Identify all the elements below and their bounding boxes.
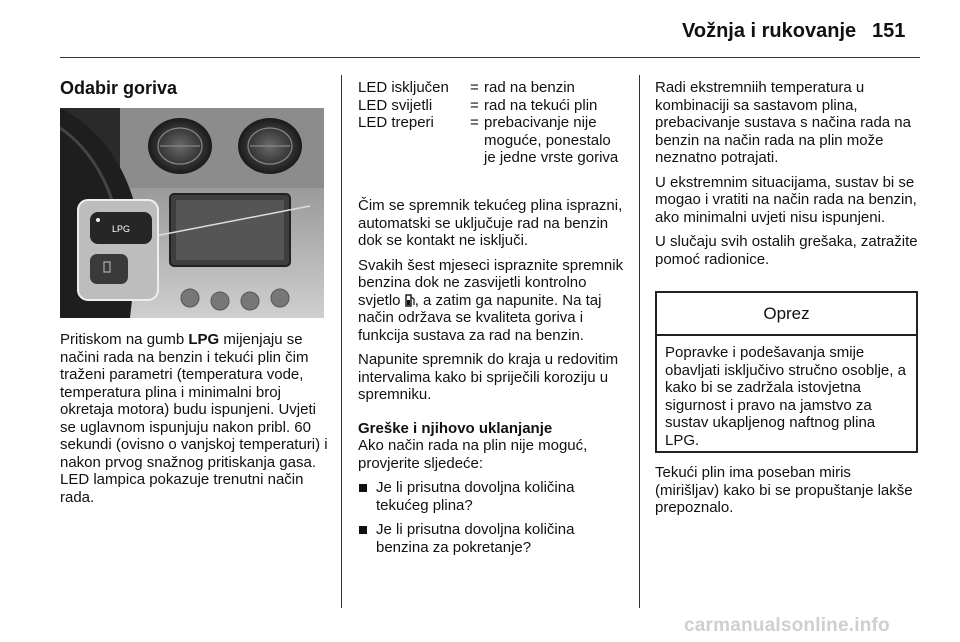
list-item: Je li prisutna dovoljna količina benzina za pokretanje? [358, 521, 628, 556]
table-row: LED treperi = prebacivanje nije moguće, ponestalo je jedne vrste goriva [358, 114, 619, 166]
watermark: carmanualsonline.info [684, 615, 890, 636]
led-status-table [358, 79, 626, 167]
column-2-text [358, 197, 628, 563]
paragraph: Svakih šest mjeseci ispraznite spremnik benzina dok ne zasvijetli kontrolno svjetlo , a zatim ga napunite. Na taj način održava se kvaliteta goriva i funkcija sustava za rad na benzin. [358, 256, 624, 344]
subheading: Greške i njihovo uklanjanje [358, 419, 553, 437]
list-item: Je li prisutna dovoljna količina tekućeg plina? [358, 479, 628, 514]
header-rule [60, 57, 920, 58]
paragraph: U slučaju svih ostalih grešaka, zatražite pomoć radionice. [655, 233, 918, 268]
bullet-square-icon [359, 526, 367, 534]
paragraph: Napunite spremnik do kraja u redovitim intervalima kako bi spriječili koroziju u spremniku. [358, 351, 619, 403]
column-3-text [655, 79, 923, 275]
bullet-square-icon [359, 484, 367, 492]
running-header-title: Vožnja i rukovanje [682, 20, 857, 42]
paragraph: Čim se spremnik tekućeg plina isprazni, automatski se uključuje rad na benzin dok se kontakt ne isključi. [358, 197, 623, 249]
table-row: LED svijetli = rad na tekući plin [358, 96, 598, 114]
dashboard-photo [60, 108, 324, 318]
paragraph: Ako način rada na plin nije moguć, provjerite sljedeće: [358, 437, 588, 472]
lpg-paragraph: Pritiskom na gumb LPG mijenjaju se načini rada na benzin i tekući plin čim traženi parametri (temperatura vode, temperatura plina i minimalni broj okretaja motora) budu ispunjeni. Uvjeti se uglavnom ispunjuju nakon pribl. 60 sekundi (ovisno o vanjskoj temperaturi) i nakon prvog snažnog pritiskanja gasa. LED lampica pokazuje trenutni način rada. [60, 331, 328, 506]
table-row: LED isključen = rad na benzin [358, 79, 575, 96]
lpg-keyword: LPG [188, 331, 220, 348]
fuel-indicator-lamp-icon [405, 294, 415, 307]
section-title: Odabir goriva [60, 78, 178, 98]
column-1-text [60, 331, 328, 513]
column-divider-1 [341, 75, 342, 608]
dashboard-illustration [60, 108, 324, 318]
column-3-text-bottom [655, 464, 917, 524]
column-divider-2 [639, 75, 640, 608]
paragraph: Radi ekstremniih temperatura u kombinaciji sa sastavom plina, prebacivanje sustava s načina rada na benzin na način rada na plin može neznatno potrajati. [655, 79, 911, 166]
page-number: 151 [872, 20, 906, 42]
paragraph: U ekstremnim situacijama, sustav bi se mogao i vratiti na način rada na benzin, ako minimalni uvjeti nisu ispunjeni. [655, 173, 917, 226]
paragraph: Tekući plin ima poseban miris (mirišljav) kako bi se propuštanje lakše prepoznalo. [655, 464, 913, 516]
caution-body: Popravke i podešavanja smije obavljati isključivo stručno osoblje, a kako bi se zadržala istovjetna sigurnost i pravo na jamstvo za sustav ukapljenog naftnog plina LPG. [665, 344, 906, 449]
caution-title: Oprez [657, 293, 916, 336]
caution-box [655, 291, 918, 453]
lpg-button-label: LPG [112, 224, 131, 234]
